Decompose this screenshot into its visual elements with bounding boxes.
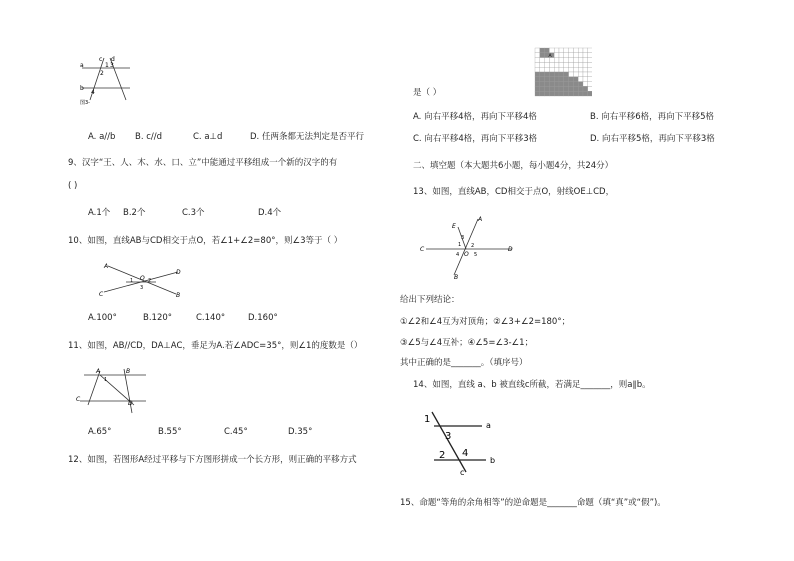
q8-figure (80, 54, 135, 106)
q11-label-C: C (76, 396, 81, 403)
q13-label-1: 1 (458, 242, 462, 248)
q13-label-D: D (508, 246, 513, 253)
q13-label-B: B (454, 274, 459, 281)
grid-cell (540, 53, 545, 58)
grid-cell (583, 62, 588, 67)
grid-cell (540, 72, 545, 77)
grid-cell (573, 82, 578, 87)
grid-cell (545, 48, 550, 53)
section-2-heading: 二、填空题（本大题共6小题，每小题4分，共24分） (413, 161, 614, 171)
q13-conclusions-2: ③∠5与∠4互补；④∠5=∠3-∠1； (400, 338, 534, 348)
grid-cell (578, 77, 583, 82)
q11-label-B: B (126, 368, 131, 375)
q13-label-E: E (452, 223, 456, 230)
q10-option-b: B.120° (143, 313, 173, 323)
grid-cell (559, 86, 564, 91)
grid-cell (545, 62, 550, 67)
q13-label-C: C (420, 246, 425, 253)
grid-cell (573, 72, 578, 77)
grid-cell (540, 91, 545, 96)
q13-label-O: O (464, 251, 469, 258)
q10-option-a: A.100° (88, 313, 117, 323)
grid-cell (564, 67, 569, 72)
q12-stem: 12、如图，若图形A经过平移与下方图形拼成一个长方形，则正确的平移方式 (68, 455, 357, 465)
q11-option-c: C.45° (224, 427, 248, 437)
grid-cell (554, 67, 559, 72)
grid-cell (559, 62, 564, 67)
grid-cell (540, 48, 545, 53)
q14-label-4: 4 (462, 448, 469, 459)
q8-option-d: D. 任两条都无法判定是否平行 (250, 132, 364, 142)
grid-cell (569, 72, 574, 77)
grid-cell (545, 67, 550, 72)
grid-cell (564, 58, 569, 63)
grid-cell (588, 67, 592, 72)
grid-cell (564, 86, 569, 91)
grid-cell (554, 86, 559, 91)
q11-option-a: A.65° (88, 427, 112, 437)
grid-cell (535, 72, 540, 77)
q14-label-3: 3 (445, 431, 452, 442)
q11-stem: 11、如图，AB//CD，DA⊥AC，垂足为A.若∠ADC=35°，则∠1的度数是（） (68, 341, 363, 351)
grid-cell (569, 91, 574, 96)
q10-label-1: 1 (130, 278, 134, 284)
grid-cell (569, 62, 574, 67)
grid-cell (573, 86, 578, 91)
grid-cell (535, 77, 540, 82)
grid-cell (564, 91, 569, 96)
q8-option-c: C. a⊥d (193, 132, 223, 142)
grid-cell (554, 62, 559, 67)
grid-cell (588, 58, 592, 63)
grid-cell (583, 86, 588, 91)
grid-cell (535, 53, 540, 58)
grid-cell (545, 86, 550, 91)
grid-cell (549, 91, 554, 96)
q12-grid-figure (534, 47, 592, 97)
grid-cell (535, 62, 540, 67)
grid-cell (559, 48, 564, 53)
q10-figure (96, 260, 186, 298)
grid-cell (569, 82, 574, 87)
grid-cell (549, 67, 554, 72)
q12-option-b: B. 向右平移6格，再向下平移5格 (590, 112, 715, 122)
q9-option-a: A.1个 (88, 208, 111, 218)
grid-cell (549, 86, 554, 91)
q8-label-c: c (99, 56, 103, 63)
grid-cell (588, 86, 592, 91)
q10-label-D: D (176, 269, 181, 276)
q8-label-4: 4 (91, 89, 95, 96)
q13-answer-line: 其中正确的是_______。（填序号） (400, 358, 528, 368)
grid-cell (564, 62, 569, 67)
q8-label-1: 1 (105, 62, 109, 69)
grid-cell (554, 58, 559, 63)
grid-cell (559, 53, 564, 58)
grid-cell (588, 48, 592, 53)
grid-cell (554, 48, 559, 53)
grid-cell (583, 77, 588, 82)
grid-cell (569, 53, 574, 58)
q13-label-4: 4 (456, 252, 460, 258)
grid-cell (540, 82, 545, 87)
grid-cell (583, 58, 588, 63)
grid-cell (583, 67, 588, 72)
grid-cell (573, 48, 578, 53)
q12-blank: 是（ ） (413, 88, 442, 98)
q14-label-c: c (460, 468, 465, 476)
q10-label-3: 3 (140, 285, 144, 291)
grid-cell (554, 82, 559, 87)
grid-cell (583, 72, 588, 77)
q10-option-c: C.140° (196, 313, 226, 323)
grid-cell (583, 48, 588, 53)
q11-option-b: B.55° (158, 427, 182, 437)
grid-cell (578, 53, 583, 58)
grid-cell (588, 62, 592, 67)
grid-cell (569, 58, 574, 63)
q14-label-1: 1 (424, 414, 431, 425)
q10-option-d: D.160° (248, 313, 278, 323)
grid-cell (559, 67, 564, 72)
grid-cell (549, 62, 554, 67)
grid-cell (545, 72, 550, 77)
q11-figure (74, 365, 164, 415)
q11-option-d: D.35° (288, 427, 313, 437)
grid-cell (578, 62, 583, 67)
grid-cell (545, 91, 550, 96)
grid-cell (540, 86, 545, 91)
grid-cell (535, 58, 540, 63)
grid-cell (559, 77, 564, 82)
grid-cell (569, 67, 574, 72)
grid-cell (564, 48, 569, 53)
grid-cell (559, 91, 564, 96)
q13-given: 给出下列结论： (400, 295, 460, 305)
q8-label-b: b (80, 85, 84, 92)
q10-label-O: O (140, 275, 145, 282)
q9-blank: ( ) (68, 181, 78, 191)
grid-cell (535, 48, 540, 53)
grid-cell (564, 72, 569, 77)
q11-label-D: D (128, 400, 133, 407)
grid-cell (583, 53, 588, 58)
q14-label-b: b (490, 456, 496, 465)
q10-label-2: 2 (148, 278, 152, 284)
q13-label-A: A (478, 216, 483, 223)
grid-cell (578, 82, 583, 87)
grid-cell (554, 77, 559, 82)
grid-cell (540, 62, 545, 67)
grid-cell (549, 77, 554, 82)
grid-cell (569, 48, 574, 53)
q12-option-a: A. 向右平移4格，再向下平移4格 (413, 112, 537, 122)
q12-option-d: D. 向右平移5格，再向下平移3格 (590, 134, 715, 144)
grid-cell (588, 82, 592, 87)
grid-cell (573, 91, 578, 96)
grid-cell (564, 77, 569, 82)
q9-option-d: D.4个 (258, 208, 282, 218)
grid-cell (554, 91, 559, 96)
grid-cell (540, 67, 545, 72)
q14-label-a: a (486, 421, 491, 430)
grid-cell (588, 77, 592, 82)
grid-cell (535, 91, 540, 96)
grid-cell (573, 58, 578, 63)
grid-cell (569, 86, 574, 91)
q8-option-b: B. c//d (135, 132, 163, 142)
q9-option-c: C.3个 (182, 208, 205, 218)
q13-conclusions-1: ①∠2和∠4互为对顶角；②∠3+∠2=180°； (400, 317, 571, 327)
q11-label-1: 1 (104, 377, 108, 383)
grid-cell (578, 86, 583, 91)
q13-label-5: 5 (474, 252, 478, 258)
q13-label-3: 3 (461, 235, 465, 241)
q13-stem: 13、如图，直线AB，CD相交于点O，射线OE⊥CD， (413, 187, 615, 197)
q9-option-b: B.2个 (123, 208, 146, 218)
grid-cell (545, 77, 550, 82)
grid-cell (578, 58, 583, 63)
grid-cell (564, 53, 569, 58)
grid-cell (578, 67, 583, 72)
grid-cell (554, 53, 559, 58)
grid-cell (549, 72, 554, 77)
grid-cell (573, 53, 578, 58)
q10-stem: 10、如图，直线AB与CD相交于点O，若∠1+∠2=80°，则∠3等于（ ） (68, 236, 343, 246)
grid-cell (564, 82, 569, 87)
q14-label-2: 2 (439, 450, 446, 461)
grid-cell (573, 77, 578, 82)
grid-cell (559, 82, 564, 87)
q15-stem: 15、命题“等角的余角相等”的逆命题是_______命题（填“真”或“假”)。 (400, 498, 666, 508)
grid-cell (549, 82, 554, 87)
grid-cell (535, 86, 540, 91)
q8-label-d: d (111, 56, 115, 63)
grid-cell (535, 82, 540, 87)
grid-cell (578, 72, 583, 77)
q11-label-A: A (96, 368, 101, 375)
q10-label-A: A (104, 263, 109, 270)
grid-cell (559, 72, 564, 77)
q12-grid-label-A: A (548, 54, 552, 59)
q8-label-3: 3 (110, 62, 114, 69)
grid-cell (540, 77, 545, 82)
grid-cell (569, 77, 574, 82)
grid-cell (588, 53, 592, 58)
grid-cell (549, 48, 554, 53)
grid-cell (559, 58, 564, 63)
q8-label-a: a (80, 62, 84, 69)
q10-label-B: B (176, 292, 181, 298)
grid-cell (578, 48, 583, 53)
grid-cell (583, 82, 588, 87)
q9-stem: 9、汉字“王、人、木、水、口、立”中能通过平移组成一个新的汉字的有 (68, 158, 338, 168)
grid-cell (545, 82, 550, 87)
q8-label-2: 2 (100, 70, 104, 77)
q12-option-c: C. 向右平移4格，再向下平移3格 (413, 134, 538, 144)
grid-cell (578, 91, 583, 96)
q14-stem: 14、如图，直线 a、b 被直线c所截，若满足_______，则a∥b。 (413, 380, 651, 390)
grid-cell (573, 62, 578, 67)
q8-caption: 图3- (80, 100, 90, 106)
grid-cell (588, 91, 592, 96)
grid-cell (588, 72, 592, 77)
q14-figure (420, 408, 500, 476)
grid-cell (535, 67, 540, 72)
q13-label-2: 2 (471, 243, 475, 249)
q13-figure (420, 213, 520, 281)
grid-cell (540, 58, 545, 63)
grid-cell (583, 91, 588, 96)
grid-cell (573, 67, 578, 72)
q10-label-C: C (99, 291, 104, 298)
q8-option-a: A. a//b (88, 132, 116, 142)
grid-cell (554, 72, 559, 77)
